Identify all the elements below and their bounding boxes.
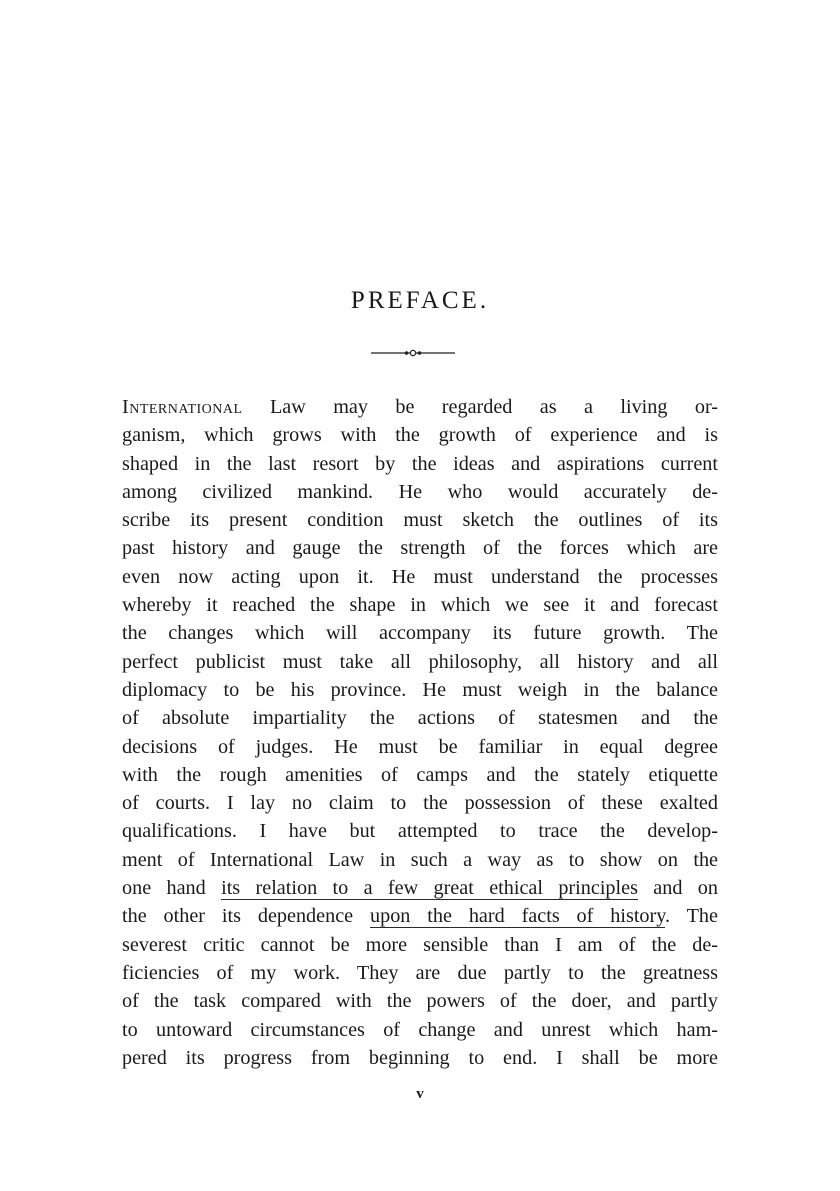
text-line: with the rough amenities of camps and the stately etiquette: [122, 763, 718, 786]
text-line: ficiencies of my work. They are due partly to the greatness: [122, 961, 718, 984]
pencil-underline: its relation to a few great ethical principles: [221, 877, 638, 900]
text-line: whereby it reached the shape in which we see it and forecast: [122, 594, 718, 617]
text-line: scribe its present condition must sketch the outlines of its: [122, 509, 718, 532]
text-line-underlined: the other its dependence upon the hard facts of history. The: [122, 905, 718, 928]
text-line: ganism, which grows with the growth of experience and is: [122, 424, 718, 447]
text-line: past history and gauge the strength of the forces which are: [122, 537, 718, 560]
text-line: International Law may be regarded as a living or-: [122, 396, 718, 418]
text-line: the changes which will accompany its future growth. The: [122, 622, 718, 645]
preface-body: [122, 393, 718, 1072]
text-line-underlined: one hand its relation to a few great ethical principles and on: [122, 877, 718, 900]
page-number: v: [416, 1086, 424, 1102]
text-line: pered its progress from beginning to end. I shall be more: [122, 1046, 718, 1069]
text-line: severest critic cannot be more sensible than I am of the de-: [122, 933, 718, 956]
text-line: among civilized mankind. He who would accurately de-: [122, 480, 718, 503]
text-line: of the task compared with the powers of the doer, and partly: [122, 990, 718, 1013]
text-line: to untoward circumstances of change and unrest which ham-: [122, 1018, 718, 1041]
page-title: PREFACE.: [350, 287, 490, 314]
text-line: ment of International Law in such a way as to show on the: [122, 848, 718, 871]
pencil-underline: upon the hard facts of history: [370, 905, 666, 928]
text-line: of courts. I lay no claim to the possession of these exalted: [122, 792, 718, 815]
text-line: shaped in the last resort by the ideas and aspirations current: [122, 452, 718, 475]
text-line: of absolute impartiality the actions of statesmen and the: [122, 707, 718, 730]
text-line: diplomacy to be his province. He must weigh in the balance: [122, 678, 718, 701]
text-line: even now acting upon it. He must understand the processes: [122, 565, 718, 588]
first-word: International: [122, 396, 243, 418]
text-line: perfect publicist must take all philosophy, all history and all: [122, 650, 718, 673]
ornamental-rule-icon: [369, 346, 457, 360]
text-line: qualifications. I have but attempted to trace the develop-: [122, 820, 718, 843]
text-line: decisions of judges. He must be familiar in equal degree: [122, 735, 718, 758]
